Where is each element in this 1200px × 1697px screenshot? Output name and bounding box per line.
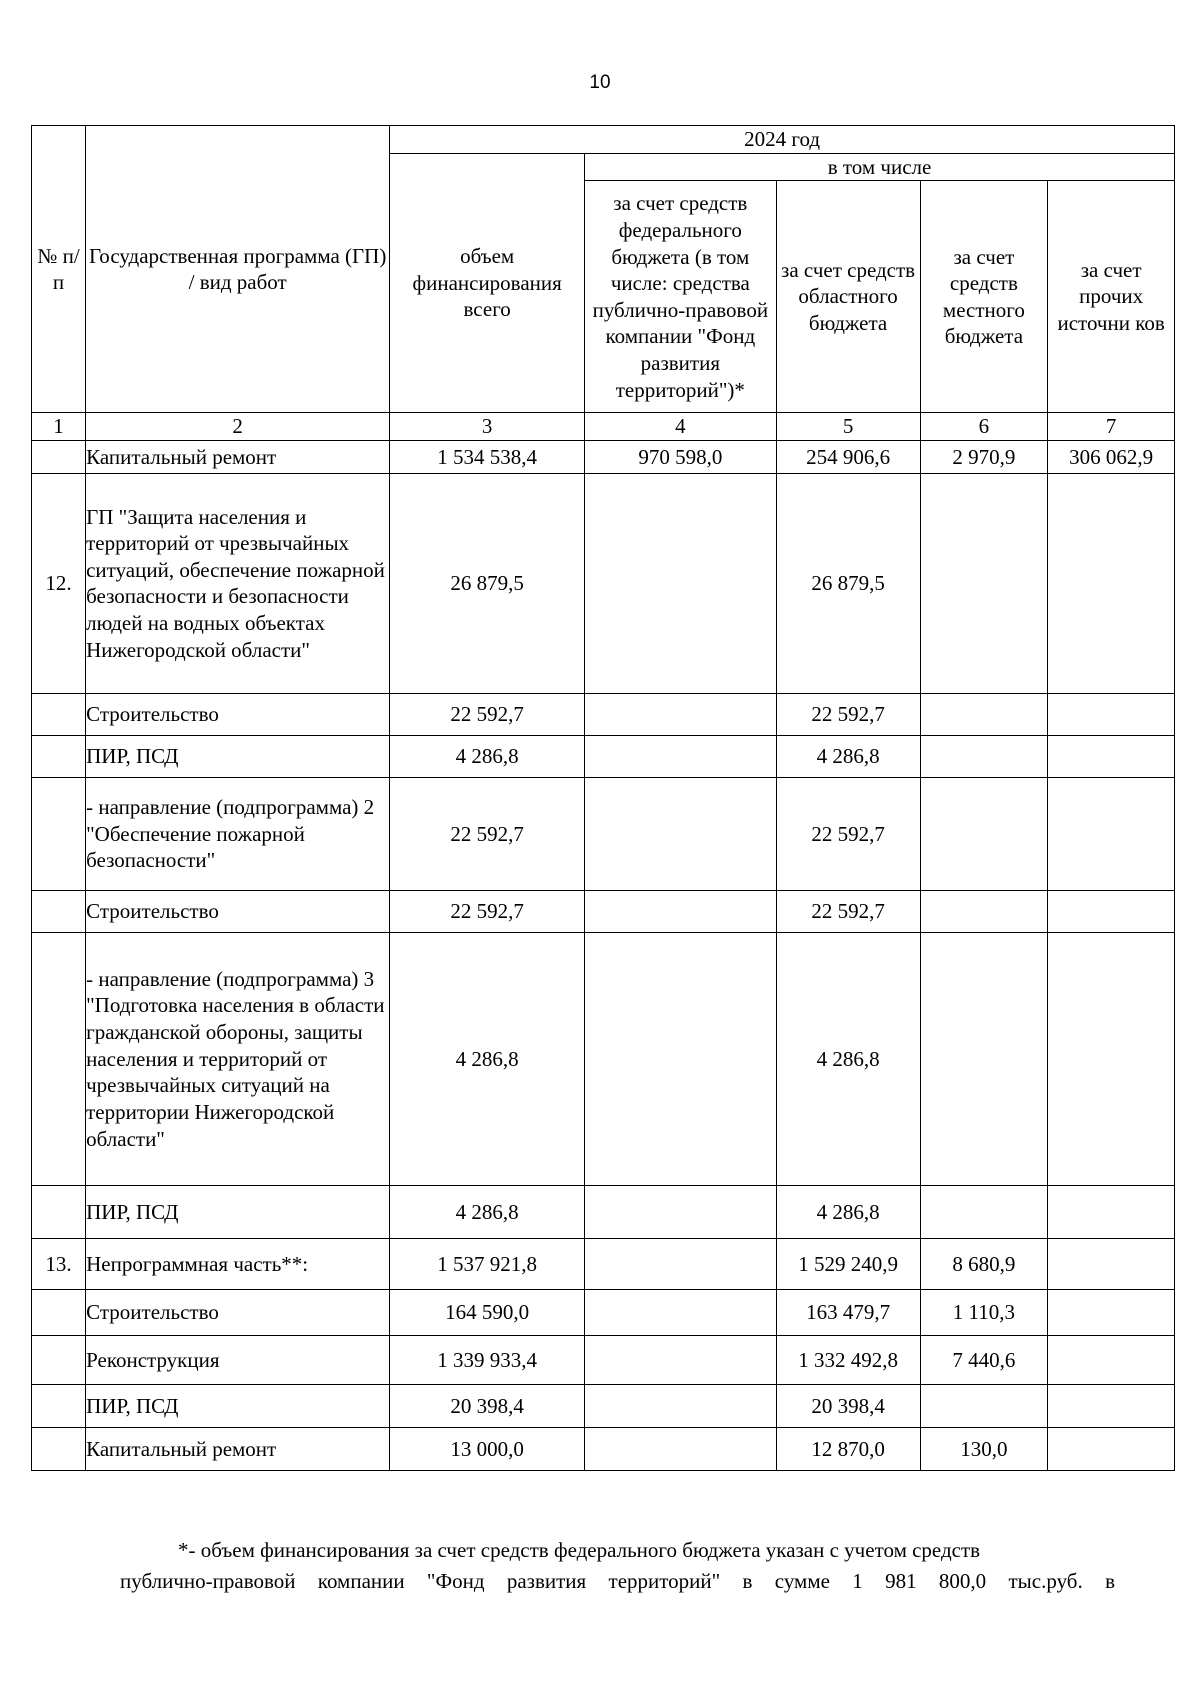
row-name: Капитальный ремонт xyxy=(86,1427,390,1470)
row-name: Строительство xyxy=(86,1289,390,1335)
header-regional: за счет средств областного бюджета xyxy=(776,181,920,413)
cell-total: 4 286,8 xyxy=(390,735,585,777)
cell-federal xyxy=(585,1238,777,1289)
table-row xyxy=(32,932,1175,1185)
table-row xyxy=(32,1238,1175,1289)
row-name: - направление (подпрограмма) 3 "Подготовка населения в области гражданской обороны, защиты населения и территорий от чрезвычайных ситуаций на территории Нижегородской области" xyxy=(86,932,390,1185)
cell-total: 1 537 921,8 xyxy=(390,1238,585,1289)
cell-federal xyxy=(585,1427,777,1470)
cell-regional: 20 398,4 xyxy=(776,1384,920,1427)
cell-other: 306 062,9 xyxy=(1048,440,1175,473)
cell-regional: 1 529 240,9 xyxy=(776,1238,920,1289)
cell-other xyxy=(1048,1289,1175,1335)
cell-regional: 22 592,7 xyxy=(776,693,920,735)
cell-other xyxy=(1048,890,1175,932)
cell-total: 1 534 538,4 xyxy=(390,440,585,473)
row-number xyxy=(32,1335,86,1384)
column-number: 6 xyxy=(920,413,1048,441)
cell-local xyxy=(920,932,1048,1185)
header-total: объем финансирования всего xyxy=(390,153,585,413)
row-number xyxy=(32,1427,86,1470)
cell-federal xyxy=(585,735,777,777)
cell-other xyxy=(1048,693,1175,735)
cell-local xyxy=(920,473,1048,693)
cell-regional: 4 286,8 xyxy=(776,1185,920,1238)
table-row xyxy=(32,1335,1175,1384)
cell-federal xyxy=(585,1289,777,1335)
table-row xyxy=(32,440,1175,473)
cell-total: 20 398,4 xyxy=(390,1384,585,1427)
cell-total: 4 286,8 xyxy=(390,1185,585,1238)
table-row xyxy=(32,1289,1175,1335)
table-row xyxy=(32,693,1175,735)
financing-table xyxy=(31,125,1175,1471)
cell-regional: 254 906,6 xyxy=(776,440,920,473)
cell-other xyxy=(1048,777,1175,890)
cell-local xyxy=(920,1384,1048,1427)
cell-other xyxy=(1048,932,1175,1185)
cell-other xyxy=(1048,1238,1175,1289)
header-other: за счет прочих источни ков xyxy=(1048,181,1175,413)
row-number xyxy=(32,693,86,735)
table-row xyxy=(32,473,1175,693)
row-number xyxy=(32,440,86,473)
row-number xyxy=(32,777,86,890)
cell-other xyxy=(1048,1384,1175,1427)
row-number xyxy=(32,735,86,777)
cell-other xyxy=(1048,1335,1175,1384)
row-number: 12. xyxy=(32,473,86,693)
header-no: № п/п xyxy=(32,126,86,413)
header-including: в том числе xyxy=(585,153,1175,181)
footnote-line: публично-правовой компании "Фонд развития территорий" в сумме 1 981 800,0 тыс.руб. в xyxy=(120,1569,1115,1593)
cell-regional: 4 286,8 xyxy=(776,735,920,777)
cell-federal xyxy=(585,932,777,1185)
cell-federal xyxy=(585,890,777,932)
cell-total: 13 000,0 xyxy=(390,1427,585,1470)
row-number xyxy=(32,932,86,1185)
cell-local xyxy=(920,693,1048,735)
header-federal: за счет средств федерального бюджета (в том числе: средства публично-правовой компании "Фонд развития территорий")* xyxy=(585,181,777,413)
row-name: Строительство xyxy=(86,890,390,932)
cell-regional: 22 592,7 xyxy=(776,890,920,932)
cell-regional: 12 870,0 xyxy=(776,1427,920,1470)
footnote-line: *- объем финансирования за счет средств федерального бюджета указан с учетом средств xyxy=(178,1538,981,1562)
table-row xyxy=(32,1384,1175,1427)
cell-regional: 22 592,7 xyxy=(776,777,920,890)
header-year: 2024 год xyxy=(390,126,1175,154)
cell-local: 2 970,9 xyxy=(920,440,1048,473)
cell-regional: 1 332 492,8 xyxy=(776,1335,920,1384)
row-name: ПИР, ПСД xyxy=(86,1384,390,1427)
cell-federal xyxy=(585,473,777,693)
cell-local: 1 110,3 xyxy=(920,1289,1048,1335)
column-number: 2 xyxy=(86,413,390,441)
cell-other xyxy=(1048,1427,1175,1470)
header-program: Государственная программа (ГП) / вид работ xyxy=(86,126,390,413)
cell-local: 7 440,6 xyxy=(920,1335,1048,1384)
row-number xyxy=(32,1384,86,1427)
column-number: 1 xyxy=(32,413,86,441)
row-name: ПИР, ПСД xyxy=(86,735,390,777)
cell-total: 4 286,8 xyxy=(390,932,585,1185)
cell-federal xyxy=(585,1335,777,1384)
cell-local xyxy=(920,735,1048,777)
row-name: Реконструкция xyxy=(86,1335,390,1384)
footnote xyxy=(120,1535,1115,1597)
row-number: 13. xyxy=(32,1238,86,1289)
header-local: за счет средств местного бюджета xyxy=(920,181,1048,413)
table-row xyxy=(32,1185,1175,1238)
cell-other xyxy=(1048,735,1175,777)
row-name: ГП "Защита населения и территорий от чрезвычайных ситуаций, обеспечение пожарной безопасности и безопасности людей на водных объектах Нижегородской области" xyxy=(86,473,390,693)
table-row xyxy=(32,777,1175,890)
row-number xyxy=(32,1185,86,1238)
cell-total: 164 590,0 xyxy=(390,1289,585,1335)
row-name: ПИР, ПСД xyxy=(86,1185,390,1238)
cell-other xyxy=(1048,1185,1175,1238)
cell-federal xyxy=(585,1384,777,1427)
cell-local: 8 680,9 xyxy=(920,1238,1048,1289)
table-row xyxy=(32,735,1175,777)
row-name: Строительство xyxy=(86,693,390,735)
cell-federal: 970 598,0 xyxy=(585,440,777,473)
cell-local xyxy=(920,1185,1048,1238)
cell-total: 22 592,7 xyxy=(390,890,585,932)
column-number: 5 xyxy=(776,413,920,441)
column-number: 4 xyxy=(585,413,777,441)
column-number: 7 xyxy=(1048,413,1175,441)
cell-regional: 26 879,5 xyxy=(776,473,920,693)
table-row xyxy=(32,1427,1175,1470)
cell-federal xyxy=(585,1185,777,1238)
cell-federal xyxy=(585,777,777,890)
cell-regional: 163 479,7 xyxy=(776,1289,920,1335)
row-name: Непрограммная часть**: xyxy=(86,1238,390,1289)
cell-total: 22 592,7 xyxy=(390,693,585,735)
cell-local xyxy=(920,777,1048,890)
row-number xyxy=(32,890,86,932)
cell-local xyxy=(920,890,1048,932)
row-number xyxy=(32,1289,86,1335)
cell-local: 130,0 xyxy=(920,1427,1048,1470)
cell-total: 1 339 933,4 xyxy=(390,1335,585,1384)
column-number: 3 xyxy=(390,413,585,441)
cell-total: 22 592,7 xyxy=(390,777,585,890)
cell-federal xyxy=(585,693,777,735)
cell-total: 26 879,5 xyxy=(390,473,585,693)
table-row xyxy=(32,890,1175,932)
row-name: - направление (подпрограмма) 2 "Обеспечение пожарной безопасности" xyxy=(86,777,390,890)
page-number: 10 xyxy=(589,72,611,93)
cell-regional: 4 286,8 xyxy=(776,932,920,1185)
row-name: Капитальный ремонт xyxy=(86,440,390,473)
cell-other xyxy=(1048,473,1175,693)
